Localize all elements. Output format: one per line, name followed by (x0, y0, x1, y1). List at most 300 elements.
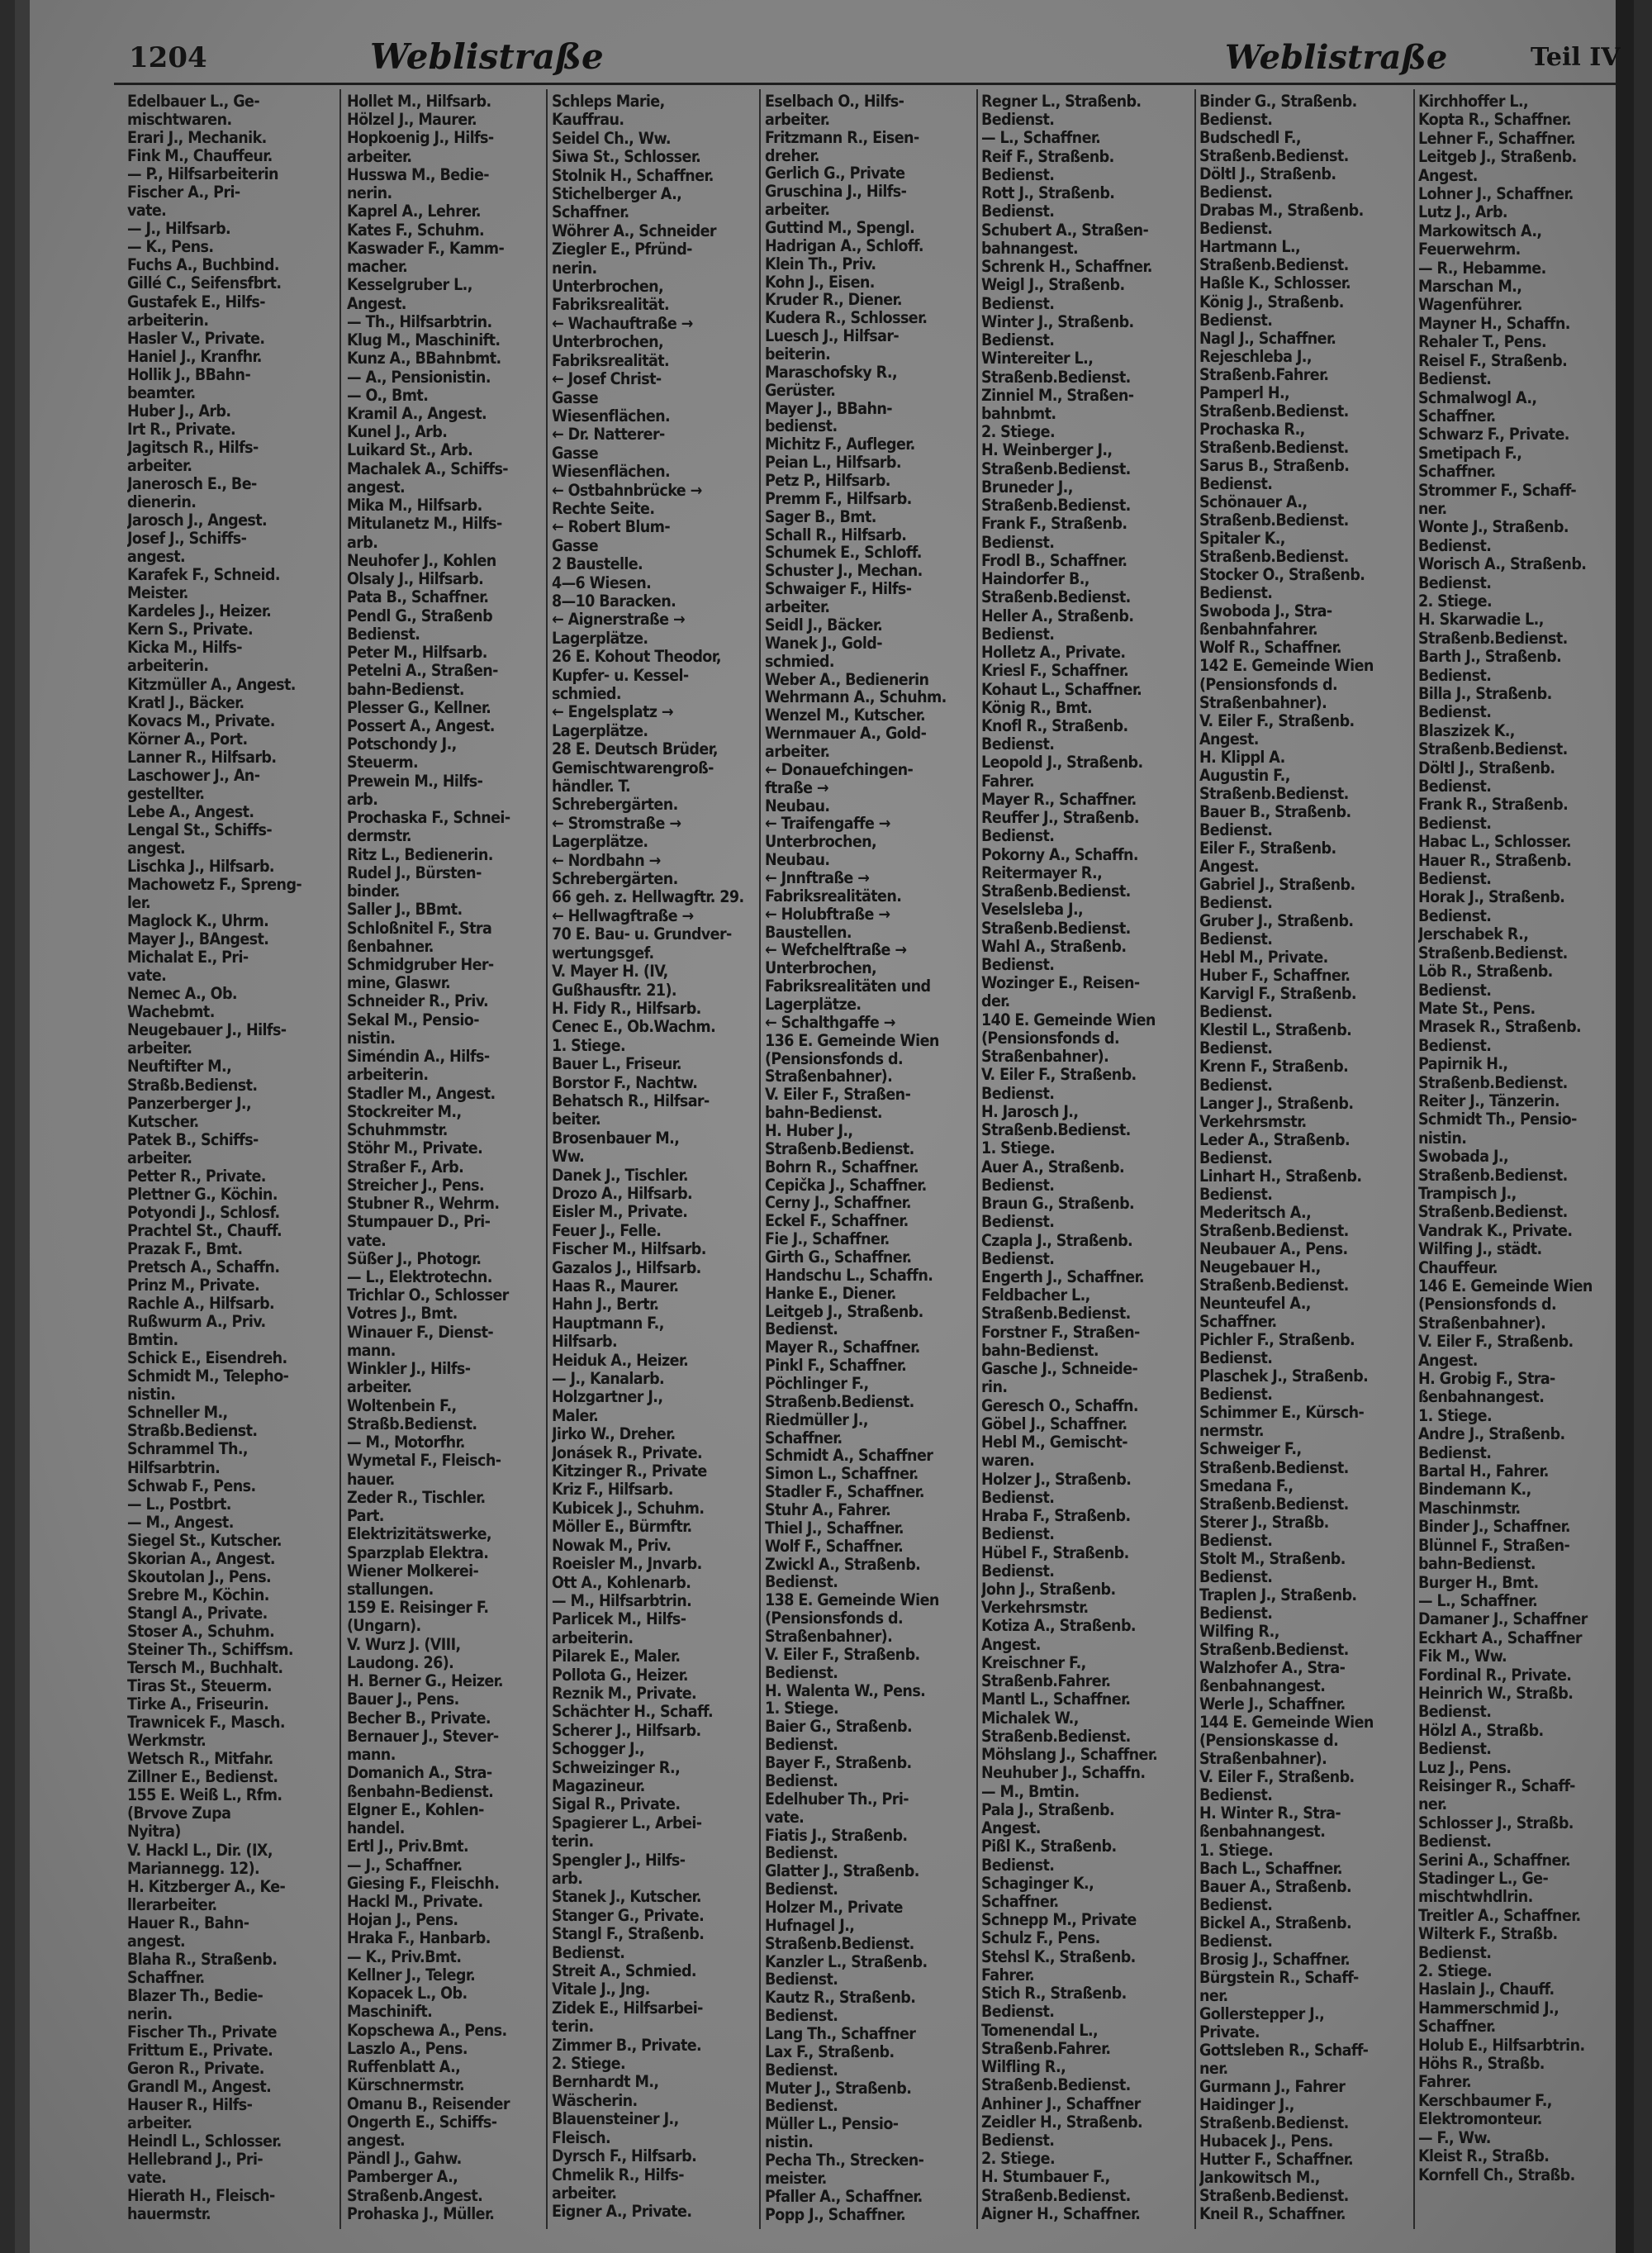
directory-entry-line: Straßenb.Bedienst. (1199, 1457, 1349, 1477)
directory-entry-line: Wagenführer. (1418, 295, 1522, 315)
directory-entry-line: Ziegler E., Pfründ- (552, 240, 692, 259)
directory-entry-line: Eiler F., Straßenb. (1199, 838, 1336, 858)
directory-entry-line: Josef J., Schiffs- (127, 529, 247, 549)
directory-entry-line: 4—6 Wiesen. (552, 573, 652, 592)
directory-entry-line: Elektromonteur. (1418, 2109, 1542, 2129)
directory-entry-line: Straßenb.Bedienst. (981, 918, 1131, 938)
directory-entry-line: Jagitsch R., Hilfs- (127, 437, 259, 457)
directory-entry-line: beiterin. (765, 345, 831, 364)
directory-entry-line: Smetipach F., (1418, 443, 1522, 463)
directory-entry-line: Drozo A., Hilfsarb. (552, 1183, 693, 1203)
directory-entry-line: Bedienst. (1199, 183, 1273, 202)
directory-entry-line: Straßenb.Bedienst. (1418, 943, 1568, 963)
directory-entry-line: Eigner A., Private. (552, 2202, 692, 2222)
directory-entry-line: — M., Hilfsarbtrin. (552, 1590, 692, 1610)
directory-entry-line: bahn-Bedienst. (765, 1103, 882, 1123)
directory-entry-line: Neuhofer J., Kohlen (347, 550, 496, 570)
directory-entry-line: Gabriel J., Straßenb. (1199, 875, 1355, 895)
directory-entry-line: Sarus B., Straßenb. (1199, 455, 1350, 475)
directory-entry-line: Irt R., Private. (127, 419, 236, 439)
directory-entry-line: ← Wachauftraße → (552, 313, 693, 333)
directory-entry-line: Fiatis J., Straßenb. (765, 1825, 908, 1845)
directory-entry-line: Fischer M., Hilfsarb. (552, 1239, 706, 1259)
directory-entry-line: Reisel F., Straßenb. (1418, 350, 1568, 370)
directory-entry-line: Bedienst. (1418, 869, 1492, 889)
directory-entry-line: Treitler A., Schaffner. (1418, 1905, 1581, 1925)
directory-entry-line: Kellner J., Telegr. (347, 1965, 476, 1984)
directory-entry-line: Maschinmstr. (1418, 1498, 1521, 1518)
directory-entry-line: ← Stromstraße → (552, 813, 681, 833)
directory-entry-line: Edelbauer L., Ge- (127, 93, 259, 111)
directory-entry-line: Prinz M., Private. (127, 1276, 260, 1295)
directory-entry-line: Mayer R., Schaffner. (765, 1338, 920, 1357)
directory-entry-line: llerarbeiter. (127, 1894, 217, 1914)
directory-entry-line: 8—10 Baracken. (552, 591, 676, 611)
directory-entry-line: Burger H., Bmt. (1418, 1572, 1539, 1592)
directory-entry-line: Cenec E., Ob.Wachm. (552, 1017, 716, 1037)
directory-entry-line: Heinrich W., Straßb. (1418, 1683, 1574, 1703)
directory-entry-line: Kardeles J., Heizer. (127, 601, 272, 621)
directory-entry-line: Possert A., Angest. (347, 715, 495, 735)
directory-entry-line: Stangl F., Straßenb. (552, 1924, 705, 1944)
directory-entry-line: bahn-Bedienst. (1418, 1554, 1536, 1574)
directory-entry-line: ßenbahner. (347, 936, 434, 956)
directory-entry-line: Hammerschmid J., (1418, 1998, 1559, 2018)
directory-entry-line: Neubauer A., Pens. (1199, 1238, 1348, 1258)
directory-entry-line: vate. (127, 201, 167, 221)
directory-entry-line: Bedienst. (1418, 702, 1492, 722)
directory-entry-line: macher. (347, 257, 408, 277)
directory-entry-line: V. Wurz J. (VIII, (347, 1634, 461, 1654)
directory-entry-line: Kerschbaumer F., (1418, 2090, 1552, 2110)
directory-entry-line: Straßenb.Bedienst. (1199, 146, 1349, 166)
directory-entry-line: Bedienst. (1418, 1443, 1492, 1462)
directory-entry-line: Stolnik H., Schaffner. (552, 165, 714, 185)
directory-entry-line: Bedienst. (1199, 1075, 1273, 1095)
directory-entry-line: Bedienst. (765, 1735, 838, 1755)
directory-entry-line: Saller J., BBmt. (347, 900, 463, 920)
directory-entry-line: Blazer Th., Bedie- (127, 1985, 263, 2005)
directory-entry-line: Pamperl H., (1199, 383, 1290, 402)
directory-entry-line: ner. (1418, 498, 1447, 518)
directory-entry-line: Bedienst. (1418, 905, 1492, 925)
directory-entry-line: Bedienst. (1199, 1039, 1273, 1058)
directory-entry-line: angest. (127, 1931, 186, 1951)
page-header (15, 33, 1634, 91)
directory-entry-line: arb. (347, 532, 378, 552)
directory-entry-line: Bedienst. (1199, 473, 1273, 493)
directory-entry-line: Schulz F., Pens. (981, 1928, 1100, 1948)
directory-entry-line: vate. (127, 966, 167, 986)
directory-entry-line: angest. (347, 477, 406, 497)
directory-entry-line: Straßenbahner). (1199, 692, 1327, 712)
directory-entry-line: Gasse (552, 387, 599, 407)
directory-entry-line: Nagl J., Schaffner. (1199, 328, 1336, 348)
directory-entry-line: Pichler F., Straßenb. (1199, 1330, 1355, 1350)
directory-entry-line: Winter J., Straßenb. (981, 311, 1134, 331)
directory-entry-line: Bedienst. (765, 2060, 838, 2080)
directory-entry-line: Michitz F., Aufleger. (765, 435, 915, 454)
directory-entry-line: Prochaska F., Schnei- (347, 808, 510, 828)
directory-entry-line: 155 E. Weiß L., Rfm. (127, 1785, 282, 1805)
directory-entry-line: Stichelberger A., (552, 184, 682, 204)
directory-entry-line: stallungen. (347, 1579, 434, 1599)
directory-entry-line: Wilterk F., Straßb. (1418, 1924, 1558, 1944)
directory-entry-line: Schogger J., (552, 1739, 645, 1759)
directory-entry-line: Nemec A., Ob. (127, 984, 237, 1004)
directory-entry-line: Siméndin A., Hilfs- (347, 1047, 490, 1067)
directory-entry-line: Patek B., Schiffs- (127, 1129, 259, 1149)
directory-entry-line: Lischka J., Hilfsarb. (127, 856, 274, 876)
directory-entry-line: Frank F., Straßenb. (981, 514, 1127, 534)
directory-entry-line: Bruneder J., (981, 477, 1073, 497)
directory-entry-line: Lehner F., Schaffner. (1418, 128, 1576, 148)
directory-entry-line: Fie J., Schaffner. (765, 1229, 890, 1249)
directory-entry-line: Bauer B., Straßenb. (1199, 801, 1351, 821)
directory-entry-line: ner. (1418, 1794, 1447, 1814)
directory-entry-line: Billa J., Straßenb. (1418, 684, 1552, 703)
directory-entry-line: ← Ostbahnbrücke → (552, 480, 702, 500)
directory-entry-line: Zillner E., Bedienst. (127, 1767, 278, 1787)
directory-entry-line: Gottsleben R., Schaff- (1199, 2041, 1369, 2060)
directory-entry-line: Jirko W., Dreher. (552, 1424, 676, 1444)
directory-entry-line: nistin. (765, 2132, 814, 2152)
directory-entry-line: Hauptmann F., (552, 1313, 664, 1333)
directory-entry-line: Bedienst. (1199, 1348, 1273, 1368)
directory-entry-line: Ritz L., Bedienerin. (347, 844, 493, 864)
directory-entry-line: Hartmann L., (1199, 237, 1301, 257)
directory-entry-line: Forstner F., Straßen- (981, 1322, 1140, 1342)
directory-entry-line: Stoser A., Schuhm. (127, 1621, 275, 1641)
directory-entry-line: Binder J., Schaffner. (1418, 1517, 1570, 1537)
directory-entry-line: Bedienst. (765, 1843, 838, 1863)
directory-entry-line: bahn-Bedienst. (981, 1340, 1099, 1360)
directory-entry-line: Bauer J., Pens. (347, 1690, 459, 1709)
directory-entry-line: Schall R., Hilfsarb. (765, 525, 907, 544)
directory-entry-line: arbeiterin. (127, 310, 209, 330)
directory-entry-line: Kubicek J., Schuhm. (552, 1498, 705, 1518)
directory-entry-line: Lagerplätze. (552, 628, 648, 648)
directory-entry-line: Straßenb.Bedienst. (1199, 2186, 1349, 2206)
directory-entry-line: Lagerplätze. (552, 720, 648, 740)
directory-entry-line: Hilfsarb. (552, 1332, 618, 1352)
directory-entry-line: 159 E. Reisinger F. (347, 1598, 489, 1618)
directory-entry-line: Thiel J., Schaffner. (765, 1518, 904, 1538)
directory-entry-line: Drabas M., Straßenb. (1199, 201, 1364, 221)
directory-entry-line: Vitale J., Jng. (552, 1980, 650, 1999)
directory-entry-line: Tomenendal L., (981, 2020, 1099, 2040)
directory-entry-line: Meister. (127, 583, 188, 603)
directory-entry-line: Hufnagel J., (765, 1915, 855, 1935)
directory-entry-line: Michalat E., Pri- (127, 948, 249, 967)
directory-entry-line: Straßenb.Bedienst. (1199, 401, 1349, 421)
directory-entry-line: Stadler M., Angest. (347, 1083, 496, 1103)
directory-entry-line: Bedienst. (1199, 583, 1273, 603)
directory-entry-line: arbeiterin. (552, 1628, 634, 1647)
directory-entry-line: Heiduk A., Heizer. (552, 1350, 689, 1370)
directory-entry-line: Straßer F., Arb. (347, 1157, 464, 1176)
directory-entry-line: Höhs R., Straßb. (1418, 2054, 1545, 2074)
directory-entry-line: Straßenb.Bedienst. (1418, 1072, 1568, 1092)
directory-entry-line: Neuftifter M., (127, 1057, 232, 1077)
directory-entry-line: — J., Hilfsarb. (127, 219, 231, 239)
directory-entry-line: Mrasek R., Straßenb. (1418, 1017, 1582, 1037)
directory-entry-line: Bedienst. (981, 330, 1055, 350)
directory-entry-line: Bedienst. (981, 2131, 1055, 2151)
directory-entry-line: händler. T. (552, 777, 631, 796)
directory-entry-line: 26 E. Kohout Theodor, (552, 647, 721, 667)
directory-entry-line: Michalek W., (981, 1708, 1079, 1728)
directory-entry-line: Glatter J., Straßenb. (765, 1861, 919, 1881)
directory-entry-line: 1. Stiege. (1199, 1840, 1274, 1860)
directory-entry-line: Wanek J., Gold- (765, 633, 882, 653)
directory-entry-line: Holletz A., Private. (981, 643, 1126, 663)
directory-entry-line: — F., Ww. (1418, 2127, 1491, 2147)
directory-entry-line: Straßb.Bedienst. (127, 1421, 258, 1441)
directory-entry-line: Stocker O., Straßenb. (1199, 565, 1365, 585)
directory-entry-line: ← Traifengaffe → (765, 814, 890, 834)
directory-entry-line: Bedienst. (981, 293, 1055, 313)
directory-entry-line: dienerin. (127, 492, 197, 512)
directory-entry-line: Streicher J., Pens. (347, 1175, 485, 1195)
directory-entry-line: Peian L., Hilfsarb. (765, 453, 901, 473)
directory-entry-line: nistin. (1418, 1128, 1467, 1148)
directory-entry-line: ßenbahnangest. (1199, 1676, 1326, 1696)
page-number: 1204 (129, 41, 207, 74)
directory-entry-line: Elgner E., Kohlen- (347, 1799, 484, 1819)
directory-entry-line: Pecha Th., Strecken- (765, 2150, 924, 2170)
directory-entry-line: Nyitra) (127, 1822, 181, 1842)
directory-entry-line: arbeiterin. (127, 656, 209, 676)
directory-entry-line: Blauensteiner J., (552, 2109, 679, 2129)
directory-entry-line: Mayer J., BAngest. (127, 929, 269, 949)
directory-entry-line: Straßenb.Bedienst. (1199, 437, 1349, 457)
directory-entry-line: Domanich A., Stra- (347, 1763, 492, 1783)
directory-entry-line: Kunel J., Arb. (347, 422, 448, 442)
directory-entry-line: Haslain J., Chauff. (1418, 1980, 1555, 1999)
directory-entry-line: Bickel A., Straßenb. (1199, 1913, 1352, 1932)
directory-entry-line: Reif F., Straßenb. (981, 146, 1114, 166)
directory-entry-line: Angest. (1418, 1350, 1478, 1370)
directory-entry-line: Hackl M., Private. (347, 1891, 483, 1911)
directory-entry-line: Trichlar O., Schlosser (347, 1286, 509, 1305)
directory-entry-line: 28 E. Deutsch Brüder, (552, 739, 718, 759)
directory-entry-line: Roeisler M., Jnvarb. (552, 1554, 702, 1574)
directory-entry-line: Zimmer B., Private. (552, 2035, 702, 2055)
directory-column-2 (347, 93, 541, 2232)
directory-entry-line: Kicka M., Hilfs- (127, 638, 242, 658)
directory-entry-line: Braun G., Straßenb. (981, 1194, 1135, 1214)
scan-border-left (15, 0, 30, 2253)
directory-entry-line: Wonte J., Straßenb. (1418, 517, 1569, 537)
directory-entry-line: Winkler J., Hilfs- (347, 1359, 471, 1379)
directory-entry-line: angest. (127, 547, 186, 567)
directory-entry-line: Straßenb.Bedienst. (1199, 1220, 1349, 1240)
directory-entry-line: Straßenb.Bedienst. (1418, 628, 1568, 648)
directory-entry-line: Eckel F., Schaffner. (765, 1211, 909, 1231)
directory-entry-line: Bedienst. (347, 624, 420, 644)
directory-entry-line: Schnepp M., Private (981, 1910, 1137, 1930)
directory-entry-line: — P., Hilfsarbeiterin (127, 164, 278, 184)
directory-entry-line: Borstor F., Nachtw. (552, 1072, 698, 1092)
directory-entry-line: Schrenk H., Schaffner. (981, 257, 1152, 277)
directory-entry-line: Straßenb.Bedienst. (765, 1933, 914, 1953)
directory-entry-line: Straßenb.Bedienst. (1418, 1165, 1568, 1185)
directory-entry-line: Straßenb.Fahrer. (1199, 364, 1329, 384)
part-label: Teil IV (1531, 43, 1621, 72)
directory-entry-line: arb. (552, 1869, 583, 1888)
directory-entry-line: Fleisch. (552, 2127, 611, 2147)
directory-column-3 (552, 93, 754, 2232)
directory-entry-line: nistin. (347, 1028, 396, 1048)
directory-entry-line: — L., Schaffner. (1418, 1590, 1538, 1610)
directory-entry-line: Schneller M., (127, 1403, 228, 1423)
directory-entry-line: Schlosser J., Straßb. (1418, 1813, 1574, 1832)
directory-entry-line: arbeiter. (765, 597, 830, 617)
directory-entry-line: Trawnicek F., Masch. (127, 1713, 285, 1733)
directory-entry-line: Süßer J., Photogr. (347, 1248, 482, 1268)
directory-entry-line: H. Klippl A. (1199, 747, 1285, 767)
directory-entry-line: handel. (347, 1818, 405, 1838)
directory-entry-line: Döltl J., Straßenb. (1418, 758, 1555, 777)
directory-column-5 (981, 93, 1191, 2232)
directory-entry-line: Blünnel F., Straßen- (1418, 1535, 1570, 1555)
directory-entry-line: Haßle K., Schlosser. (1199, 273, 1351, 293)
directory-entry-line: Muter J., Straßenb. (765, 2078, 912, 2098)
directory-entry-line: 138 E. Gemeinde Wien (765, 1590, 939, 1610)
directory-entry-line: (Pensionsfonds d. (1199, 674, 1338, 694)
directory-entry-line: Bedienst. (981, 110, 1055, 130)
directory-entry-line: — M., Motorfhr. (347, 1433, 465, 1452)
directory-entry-line: Jerschabek R., (1418, 924, 1529, 944)
directory-entry-line: Bernhardt M., (552, 2072, 659, 2092)
directory-entry-line: Scherer J., Hilfsarb. (552, 1720, 701, 1740)
directory-entry-line: ßenbahnangest. (1418, 1387, 1545, 1407)
directory-entry-line: Brosig J., Schaffner. (1199, 1949, 1351, 1969)
directory-entry-line: Votres J., Bmt. (347, 1304, 458, 1324)
directory-entry-line: Schubert A., Straßen- (981, 220, 1149, 240)
directory-entry-line: arbeiter. (552, 2183, 617, 2203)
directory-entry-line: Bedienst. (1418, 777, 1492, 796)
directory-entry-line: Stadler F., Schaffner. (765, 1482, 924, 1502)
directory-entry-line: Wachebmt. (127, 1002, 215, 1022)
directory-entry-line: Stanger G., Private. (552, 1905, 705, 1925)
directory-entry-line: Ruffenblatt A., (347, 2057, 461, 2077)
directory-entry-line: (Pensionskasse d. (1199, 1731, 1339, 1751)
directory-entry-line: Stehsl K., Straßenb. (981, 1946, 1136, 1966)
directory-entry-line: Göbel J., Schaffner. (981, 1414, 1127, 1433)
column-divider (759, 89, 761, 2229)
directory-entry-line: Pfaller A., Schaffner. (765, 2186, 923, 2206)
directory-entry-line: V. Eiler F., Straßenb. (1199, 1767, 1355, 1787)
directory-entry-line: Gemischtwarengroß- (552, 758, 714, 777)
directory-entry-line: Bedienst. (1418, 1035, 1492, 1055)
directory-entry-line: Guttind M., Spengl. (765, 218, 915, 238)
directory-entry-line: Lutz J., Arb. (1418, 202, 1507, 222)
directory-entry-line: ← Jnnftraße → (765, 867, 870, 887)
directory-entry-line: Stanek J., Kutscher. (552, 1887, 701, 1907)
directory-entry-line: Straßenb.Bedienst. (1199, 783, 1349, 803)
directory-entry-line: beamter. (127, 383, 196, 402)
directory-entry-line: angest. (127, 838, 186, 858)
directory-entry-line: Lagerplätze. (552, 832, 648, 852)
directory-entry-line: Kürschnermstr. (347, 2075, 465, 2095)
directory-entry-line: Schrebergärten. (552, 795, 678, 815)
directory-entry-line: Fink M., Chauffeur. (127, 146, 273, 166)
directory-entry-line: mischtwaren. (127, 110, 232, 130)
directory-entry-line: Kauffrau. (552, 110, 624, 130)
column-divider (1413, 89, 1415, 2229)
directory-entry-line: Pißl K., Straßenb. (981, 1837, 1117, 1856)
directory-entry-line: Potschondy J., (347, 734, 457, 754)
directory-entry-line: Bedienst. (1199, 1931, 1273, 1951)
directory-entry-line: Marschan M., (1418, 277, 1522, 297)
directory-entry-line: Rott J., Straßenb. (981, 183, 1115, 203)
directory-entry-line: arb. (347, 789, 378, 809)
directory-entry-line: Angest. (981, 1818, 1041, 1838)
directory-entry-line: Serini A., Schaffner. (1418, 1850, 1571, 1870)
directory-entry-line: Bedienst. (1199, 929, 1273, 949)
directory-entry-line: meister. (765, 2168, 827, 2188)
directory-entry-line: Bedienst. (1418, 665, 1492, 685)
directory-entry-line: Luz J., Pens. (1418, 1757, 1512, 1777)
directory-entry-line: Lax F., Straßenb. (765, 2041, 895, 2061)
directory-entry-line: Sparzplab Elektra. (347, 1542, 489, 1562)
directory-entry-line: (Pensionsfonds d. (765, 1609, 904, 1628)
directory-entry-line: Hauser R., Hilfs- (127, 2095, 253, 2115)
directory-entry-line: Veselsleba J., (981, 900, 1084, 920)
directory-entry-line: Karvigl F., Straßenb. (1199, 984, 1356, 1004)
directory-column-6 (1199, 93, 1411, 2232)
directory-entry-line: Kates F., Schuhm. (347, 220, 485, 240)
directory-entry-line: Gazalos J., Hilfsarb. (552, 1257, 701, 1277)
directory-entry-line: Wozinger E., Reisen- (981, 973, 1140, 993)
directory-entry-line: Papirnik H., (1418, 1054, 1508, 1074)
directory-entry-line: Klug M., Maschinift. (347, 330, 501, 350)
directory-entry-line: Bedienst. (765, 1319, 838, 1339)
directory-entry-line: — M., Bmtin. (981, 1781, 1080, 1801)
directory-entry-line: Holzgartner J., (552, 1387, 663, 1407)
directory-entry-line: 136 E. Gemeinde Wien (765, 1030, 939, 1050)
directory-entry-line: waren. (981, 1451, 1035, 1471)
directory-entry-line: Ertl J., Priv.Bmt. (347, 1837, 469, 1856)
directory-entry-line: Kleist R., Straßb. (1418, 2146, 1550, 2166)
directory-entry-line: Schweizinger R., (552, 1757, 681, 1777)
directory-entry-line: Reuffer J., Straßenb. (981, 808, 1139, 828)
directory-entry-line: ßenbahn-Bedienst. (347, 1781, 494, 1801)
directory-entry-line: Stadinger L., Ge- (1418, 1869, 1549, 1888)
directory-entry-line: Stöhr M., Private. (347, 1138, 483, 1158)
directory-entry-line: Straßb.Bedienst. (127, 1075, 258, 1095)
directory-entry-line: Heindl L., Schlosser. (127, 2132, 282, 2151)
directory-entry-line: Angest. (1199, 729, 1259, 749)
directory-entry-line: Bernauer J., Stever- (347, 1726, 499, 1746)
directory-entry-line: Hollik J., BBahn- (127, 364, 251, 384)
directory-entry-line: Straßenb.Bedienst. (1199, 511, 1349, 530)
directory-entry-line: Neunteufel A., (1199, 1294, 1311, 1314)
directory-entry-line: Gasse (552, 535, 599, 555)
directory-entry-line: — L., Elektrotechn. (347, 1267, 492, 1286)
directory-entry-line: Skoutolan J., Pens. (127, 1566, 272, 1586)
directory-entry-line: Stumpauer D., Pri- (347, 1212, 491, 1232)
directory-entry-line: — M., Angest. (127, 1512, 234, 1532)
directory-entry-line: Lanner R., Hilfsarb. (127, 747, 277, 767)
directory-entry-line: Laszlo A., Pens. (347, 2038, 468, 2058)
directory-entry-line: Erari J., Mechanik. (127, 128, 267, 148)
directory-entry-line: Kitzinger R., Private (552, 1462, 707, 1481)
directory-entry-line: Haidinger J., (1199, 2095, 1294, 2115)
directory-entry-line: Panzerberger J., (127, 1093, 252, 1113)
